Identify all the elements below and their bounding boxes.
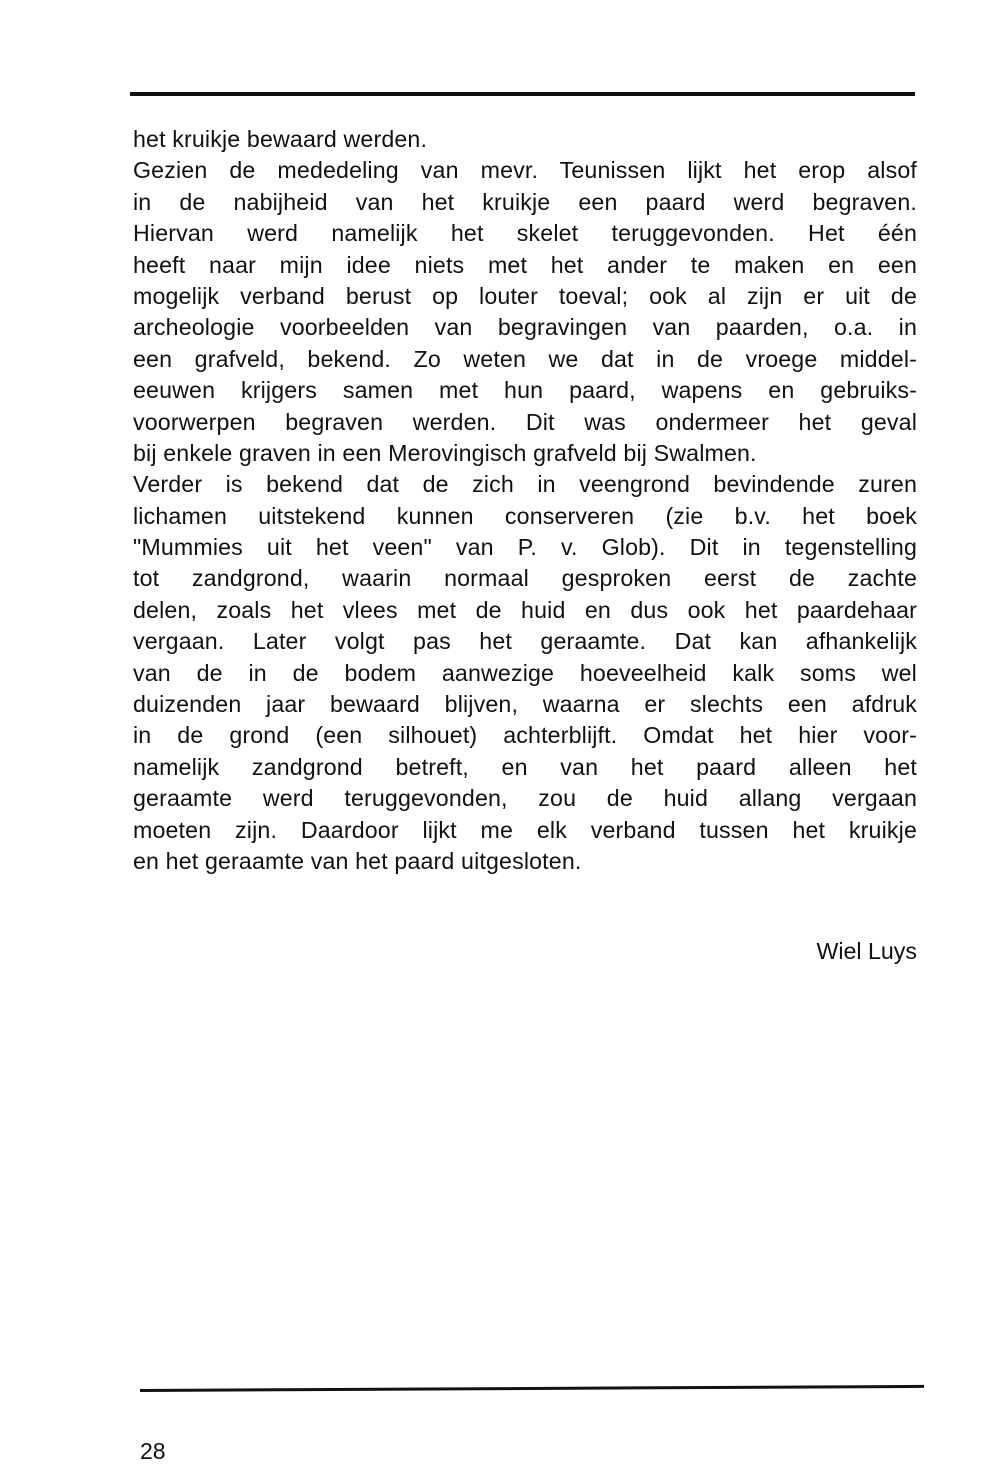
body-line: Gezien de mededeling van mevr. Teunissen lijkt het erop alsof: [133, 157, 917, 184]
top-rule: [130, 92, 915, 96]
article-body: [133, 124, 917, 877]
body-line: Verder is bekend dat de zich in veengrond bevindende zuren: [133, 471, 917, 498]
body-line: tot zandgrond, waarin normaal gesproken eerst de zachte: [133, 565, 917, 592]
body-line: van de in de bodem aanwezige hoeveelheid kalk soms wel: [133, 659, 917, 686]
author-signature: Wiel Luys: [816, 938, 917, 964]
body-line: Hiervan werd namelijk het skelet teruggevonden. Het één: [133, 220, 917, 247]
body-line: namelijk zandgrond betreft, en van het paard alleen het: [133, 753, 917, 780]
body-line: duizenden jaar bewaard blijven, waarna er slechts een afdruk: [133, 691, 917, 718]
body-line: voorwerpen begraven werden. Dit was ondermeer het geval: [133, 408, 917, 435]
body-line: vergaan. Later volgt pas het geraamte. Dat kan afhankelijk: [133, 628, 917, 655]
body-line: archeologie voorbeelden van begravingen van paarden, o.a. in: [133, 314, 917, 341]
body-line: geraamte werd teruggevonden, zou de huid allang vergaan: [133, 785, 917, 812]
body-line: en het geraamte van het paard uitgesloten.: [133, 847, 582, 874]
body-line: heeft naar mijn idee niets met het ander te maken en een: [133, 251, 917, 278]
body-line: lichamen uitstekend kunnen conserveren (zie b.v. het boek: [133, 502, 917, 529]
body-line: een grafveld, bekend. Zo weten we dat in de vroege middel-: [133, 345, 917, 372]
bottom-rule: [140, 1385, 924, 1392]
body-line: delen, zoals het vlees met de huid en dus ook het paardehaar: [133, 596, 917, 623]
body-line: het kruikje bewaard werden.: [133, 126, 428, 152]
body-line: eeuwen krijgers samen met hun paard, wapens en gebruiks-: [133, 377, 917, 404]
body-line: in de nabijheid van het kruikje een paard werd begraven.: [133, 188, 917, 215]
body-line: moeten zijn. Daardoor lijkt me elk verband tussen het kruikje: [133, 816, 917, 843]
page-number: 28: [140, 1438, 166, 1464]
body-line: "Mummies uit het veen" van P. v. Glob). Dit in tegenstelling: [133, 534, 917, 561]
body-line: mogelijk verband berust op louter toeval; ook al zijn er uit de: [133, 282, 917, 309]
body-line: in de grond (een silhouet) achterblijft. Omdat het hier voor-: [133, 722, 917, 749]
body-line: bij enkele graven in een Merovingisch grafveld bij Swalmen.: [133, 439, 757, 466]
